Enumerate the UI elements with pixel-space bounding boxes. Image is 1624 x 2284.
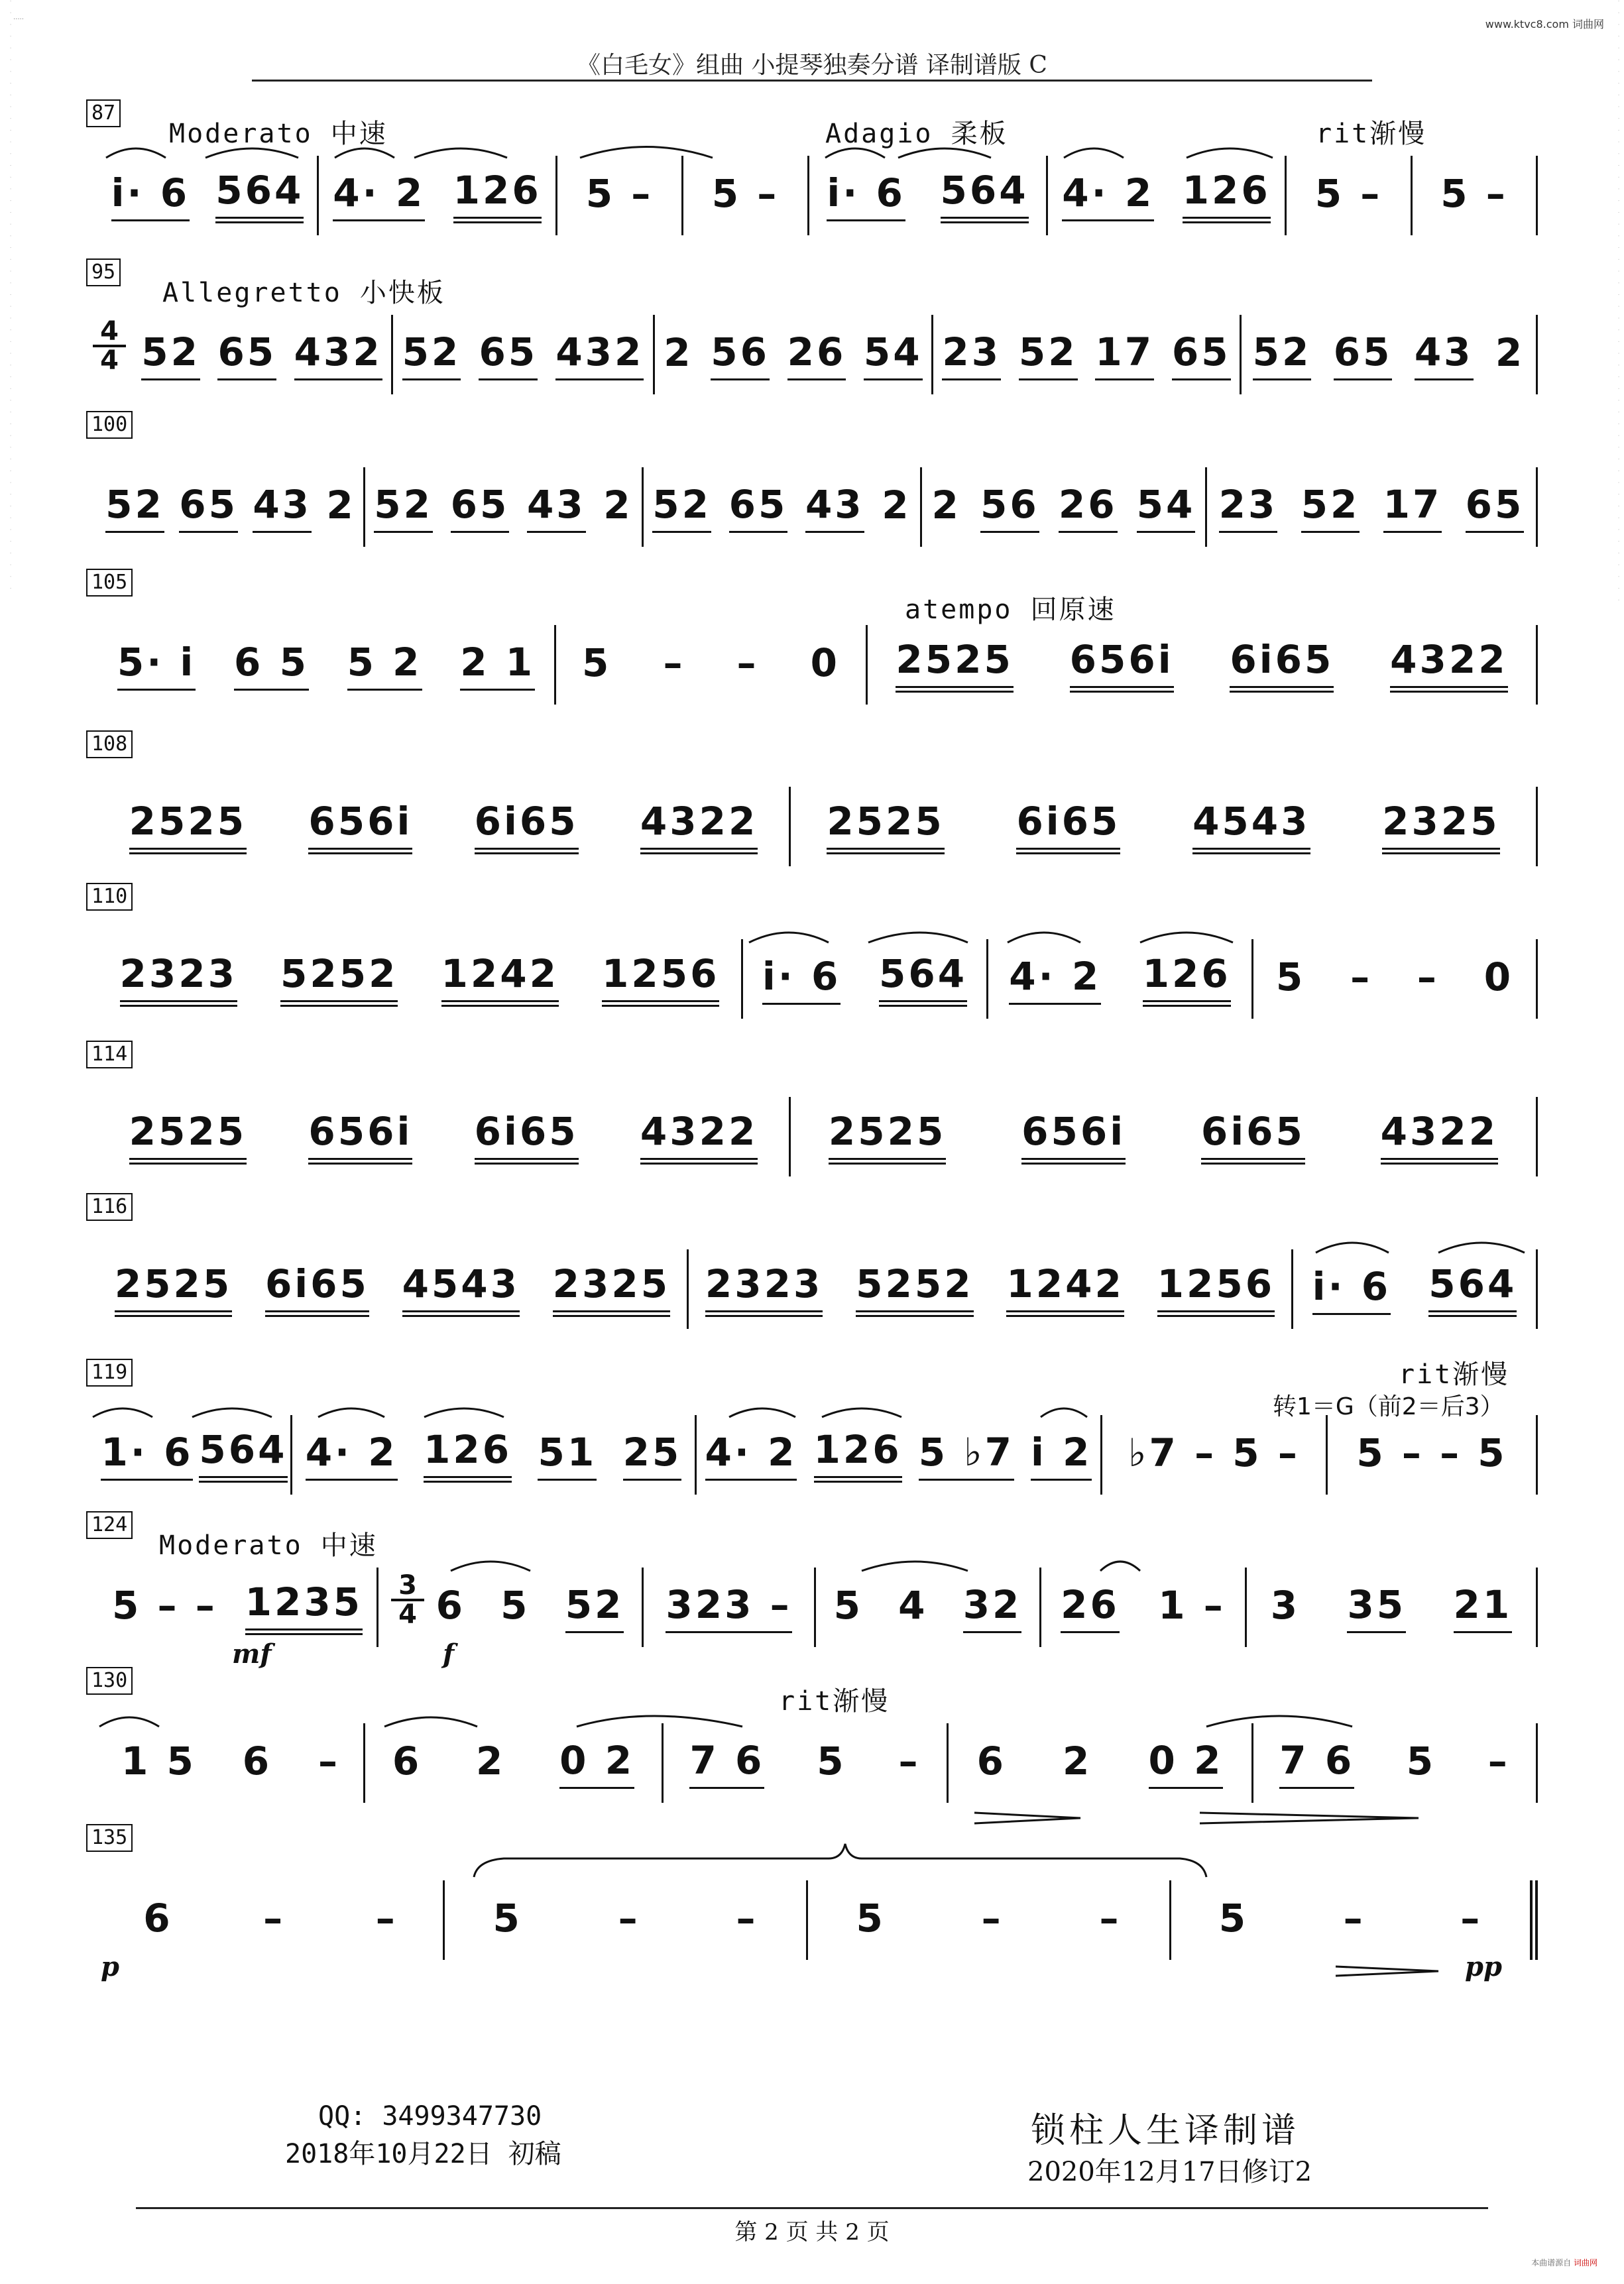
bar [866, 625, 1538, 705]
note-group: – [1487, 1739, 1510, 1784]
note-group: 6i65 [1201, 1109, 1305, 1165]
note-group: – [736, 1896, 758, 1941]
system-116 [0, 1193, 1624, 1352]
bar [1251, 1723, 1538, 1803]
note-group: – [1460, 1896, 1483, 1941]
badge-site: 词曲网 [1573, 2258, 1597, 2267]
staff [98, 1568, 1538, 1647]
bar [1039, 1568, 1245, 1647]
bar [290, 1415, 695, 1495]
dynamic-mf: mf [232, 1638, 272, 1670]
note-group: 5 [1275, 954, 1306, 999]
note-group: 1 5 [121, 1739, 196, 1784]
dynamic-p: p [101, 1951, 119, 1982]
note-group: 17 [1383, 482, 1442, 533]
note-group: 432 [294, 329, 382, 380]
note-group: 656i [308, 799, 412, 854]
measure-number: 114 [86, 1041, 133, 1068]
measure-number: 100 [86, 411, 133, 439]
note-group: 5 ♭7 [919, 1430, 1014, 1481]
bar [1251, 939, 1538, 1019]
note-group: 56 [711, 329, 770, 380]
tempo-rit: rit渐慢 [779, 1686, 890, 1717]
system-108 [0, 730, 1624, 889]
system-135 [0, 1824, 1624, 1983]
note-group: ♭7 – 5 – [1128, 1430, 1300, 1475]
bar [98, 787, 789, 866]
note-group: 432 [555, 329, 644, 380]
note-group: 4322 [1390, 637, 1507, 693]
time-signature-top: 4 [93, 318, 126, 347]
bar [687, 1249, 1291, 1329]
bar [1240, 315, 1538, 394]
note-group: 6i65 [265, 1261, 369, 1317]
note-group: – [318, 1739, 341, 1784]
note-group: – [1343, 1896, 1365, 1941]
left-watermark-strip: · · · · · · · · · · · · · · · · · · · · · · · · · · · · · · · · · · · · · · · · · · · · · · · · · · · [7, 0, 13, 593]
bar [317, 156, 555, 235]
tempo-allegretto: Allegretto 小快板 [162, 278, 445, 308]
note-group: 1242 [441, 951, 559, 1007]
note-group: 564 [941, 168, 1029, 223]
note-group: 5 – – 5 [1356, 1430, 1507, 1475]
bar [642, 467, 920, 547]
note-group: 5· i [117, 640, 196, 691]
note-group: – [1099, 1896, 1122, 1941]
bar [1169, 1880, 1538, 1960]
note-group: 65 [217, 329, 276, 380]
bar [1046, 156, 1285, 235]
note-group: 2525 [829, 1109, 946, 1165]
bar [555, 156, 681, 235]
note-group: – [663, 640, 685, 685]
note-group: 4322 [640, 1109, 758, 1165]
note-group: i· 6 [1312, 1264, 1391, 1315]
bar [642, 1568, 814, 1647]
note-group: 26 [1059, 482, 1118, 533]
bar [662, 1723, 947, 1803]
staff [98, 1880, 1538, 1960]
bar [98, 1097, 789, 1176]
bar [391, 315, 653, 394]
note-group: 4543 [1192, 799, 1310, 854]
system-119 [0, 1359, 1624, 1518]
note-group: 52 [402, 329, 461, 380]
note-group: 65 [179, 482, 238, 533]
note-group: 5 [817, 1739, 846, 1784]
note-group: 35 [1347, 1582, 1406, 1633]
note-group: 6i65 [1016, 799, 1120, 854]
note-group: 1256 [602, 951, 719, 1007]
draft-date: 2018年10月22日 初稿 [285, 2139, 561, 2169]
note-group: 32 [963, 1582, 1022, 1633]
bar [377, 1568, 642, 1647]
note-group: 43 [805, 482, 864, 533]
note-group: 52 [141, 329, 200, 380]
note-group: 6i65 [475, 799, 579, 854]
bar [695, 1415, 1100, 1495]
note-group: 2 [664, 330, 693, 375]
note-group: 126 [424, 1427, 512, 1483]
system-95 [0, 258, 1624, 418]
note-group: 5 [493, 1896, 522, 1941]
note-group: 126 [453, 168, 542, 223]
page-title: 《白毛女》组曲 小提琴独奏分谱 译制谱版 C [577, 52, 1047, 79]
measure-number: 87 [86, 99, 121, 127]
time-signature [93, 318, 126, 374]
right-watermark-strip: · · · · · · · · · · · · · · · · · · · · · · · · · · · · · · · · · · · · · · · · · · · · · · · · · · · · [1615, 0, 1621, 605]
note-group: – [375, 1896, 398, 1941]
system-124 [0, 1511, 1624, 1670]
note-group: 564 [215, 168, 304, 223]
note-group: – [1417, 954, 1439, 999]
note-group: 2 [476, 1739, 506, 1784]
note-group: 17 [1095, 329, 1154, 380]
system-87 [0, 99, 1624, 258]
note-group: 6 [143, 1896, 173, 1941]
note-group: 52 [565, 1582, 624, 1633]
system-114 [0, 1041, 1624, 1200]
note-group: 0 [810, 640, 840, 685]
note-group: 23 [1219, 482, 1278, 533]
note-group: 5 [1218, 1896, 1249, 1941]
note-group: 0 [1483, 954, 1514, 999]
measure-number: 124 [86, 1511, 133, 1539]
staff [133, 315, 1538, 394]
tempo-atempo: atempo 回原速 [905, 595, 1116, 625]
page-number: 第 2 页 共 2 页 [734, 2219, 890, 2246]
note-group: i· 6 [762, 954, 841, 1005]
note-group: 3 [1270, 1583, 1301, 1628]
bar [1326, 1415, 1538, 1495]
bar [947, 1723, 1251, 1803]
note-group: 4543 [402, 1261, 520, 1317]
note-group: 5 [833, 1583, 863, 1628]
note-group: 6 [435, 1583, 465, 1628]
note-group: 564 [199, 1427, 287, 1483]
note-group: 0 2 [559, 1738, 634, 1789]
note-group: – [898, 1739, 921, 1784]
note-group: 4 [898, 1583, 928, 1628]
time-signature-bottom: 4 [398, 1599, 417, 1630]
note-group: 52 [105, 482, 164, 533]
bar [363, 1723, 662, 1803]
note-group: 65 [1172, 329, 1231, 380]
note-group: 2525 [115, 1261, 232, 1317]
note-group: i 2 [1031, 1430, 1092, 1481]
note-group: 1256 [1157, 1261, 1275, 1317]
note-group: 126 [1143, 951, 1231, 1007]
bar [98, 939, 741, 1019]
tempo-rit: rit渐慢 [1316, 119, 1427, 149]
bar [1285, 156, 1411, 235]
note-group: 656i [1021, 1109, 1126, 1165]
arranger-signature: 锁柱人生译制谱 [1031, 2111, 1301, 2151]
note-group: – [736, 640, 759, 685]
note-group: 54 [1137, 482, 1196, 533]
staff [98, 467, 1538, 547]
note-group: 2325 [553, 1261, 670, 1317]
note-group: 1· 6 [101, 1430, 193, 1481]
bar [1245, 1568, 1538, 1647]
measure-number: 119 [86, 1359, 133, 1387]
note-group: 51 [538, 1430, 597, 1481]
note-group: 1 – [1158, 1583, 1226, 1628]
note-group: 43 [527, 482, 586, 533]
note-group: 7 6 [1279, 1738, 1354, 1789]
note-group: i· 6 [827, 170, 905, 221]
note-group: 2 [603, 483, 633, 528]
measure-number: 108 [86, 730, 133, 758]
bar [986, 939, 1251, 1019]
staff [98, 625, 1538, 705]
note-group: 2323 [120, 951, 237, 1007]
badge-text: 本曲谱源自 [1531, 2258, 1572, 2267]
note-group: 4· 2 [1062, 170, 1154, 221]
revision-date: 2020年12月17日修订2 [1027, 2157, 1312, 2187]
source-badge[interactable] [1531, 2257, 1597, 2268]
note-group: 52 [1253, 329, 1312, 380]
qq-contact: QQ: 3499347730 [318, 2101, 542, 2132]
note-group: 43 [253, 482, 312, 533]
time-signature-bottom: 4 [100, 345, 119, 376]
bar [789, 1097, 1538, 1176]
time-signature-top: 3 [391, 1572, 424, 1601]
title-rule [252, 80, 1372, 82]
note-group: – [1350, 954, 1373, 999]
staff [98, 939, 1538, 1019]
note-group: 43 [1415, 329, 1474, 380]
staff [98, 787, 1538, 866]
note-group: 65 [479, 329, 538, 380]
bar [1411, 156, 1538, 235]
dynamic-pp: pp [1465, 1951, 1502, 1982]
bar [1205, 467, 1538, 547]
note-group: 5 – – [111, 1583, 217, 1628]
note-group: 54 [864, 329, 923, 380]
note-group: – [981, 1896, 1004, 1941]
tempo-rit: rit渐慢 [1399, 1359, 1510, 1390]
note-group: 52 [1301, 482, 1360, 533]
note-group: 5 – [1440, 171, 1508, 216]
note-group: 2 1 [460, 640, 535, 691]
measure-number: 116 [86, 1193, 133, 1221]
note-group: 1242 [1006, 1261, 1124, 1317]
note-group: 6i65 [1230, 637, 1334, 693]
note-group: 65 [729, 482, 788, 533]
staff [98, 156, 1538, 235]
note-group: – [263, 1896, 286, 1941]
note-group: 23 [942, 329, 1001, 380]
note-group: 56 [980, 482, 1039, 533]
bar [98, 1568, 377, 1647]
note-group: 564 [879, 951, 967, 1007]
note-group: 1235 [245, 1579, 363, 1635]
note-group: 6 [976, 1739, 1006, 1784]
note-group: 52 [374, 482, 433, 533]
tempo-moderato: Moderato 中速 [159, 1530, 378, 1561]
staff [98, 1415, 1538, 1495]
note-group: 5 [1406, 1739, 1436, 1784]
note-group: 4· 2 [1009, 954, 1101, 1005]
bar [1291, 1249, 1538, 1329]
note-group: 4· 2 [306, 1430, 398, 1481]
bar [681, 156, 807, 235]
note-group: 5 [582, 640, 612, 685]
key-change: 转1＝G（前2＝后3） [1273, 1393, 1504, 1420]
note-group: 4· 2 [333, 170, 425, 221]
note-group: 21 [1454, 1582, 1513, 1633]
note-group: 5 [856, 1896, 886, 1941]
measure-number: 110 [86, 883, 133, 911]
note-group: 6 5 [234, 640, 309, 691]
tempo-adagio: Adagio 柔板 [825, 119, 1008, 149]
note-group: 2 [326, 483, 356, 528]
bar [98, 1249, 687, 1329]
note-group: 2525 [896, 637, 1013, 693]
bar [98, 1723, 363, 1803]
bar [789, 787, 1538, 866]
note-group: 564 [1428, 1261, 1517, 1317]
note-group: 6 [242, 1739, 272, 1784]
bar [920, 467, 1205, 547]
note-group: 2 [1495, 330, 1525, 375]
note-group: 2 [931, 483, 961, 528]
bar [98, 467, 363, 547]
site-url[interactable]: www.ktvc8.com 词曲网 [1485, 18, 1604, 30]
note-group: 126 [814, 1427, 902, 1483]
note-group: 2 [1063, 1739, 1092, 1784]
note-group: 4· 2 [705, 1430, 797, 1481]
note-group: 5 [500, 1583, 530, 1628]
bar [443, 1880, 806, 1960]
bar [807, 156, 1046, 235]
note-group: 25 [623, 1430, 682, 1481]
measure-number: 95 [86, 258, 121, 286]
note-group: 26 [1061, 1582, 1120, 1633]
note-group: 656i [308, 1109, 412, 1165]
staff [98, 1249, 1538, 1329]
system-100 [0, 411, 1624, 570]
dynamic-f: f [443, 1638, 455, 1670]
note-group: 2323 [705, 1261, 823, 1317]
bar [98, 1415, 290, 1495]
footer-rule [136, 2207, 1488, 2209]
bar [1100, 1415, 1326, 1495]
corner-mark: ····· [13, 16, 24, 23]
note-group: 5 – [585, 171, 654, 216]
note-group: 4322 [1381, 1109, 1498, 1165]
measure-number: 135 [86, 1824, 133, 1852]
note-group: 2 [882, 483, 911, 528]
note-group: 323 – [666, 1582, 791, 1633]
note-group: 6i65 [475, 1109, 579, 1165]
note-group: 2525 [129, 799, 247, 854]
note-group: 52 [652, 482, 711, 533]
note-group: 5 2 [347, 640, 422, 691]
bar [98, 625, 554, 705]
system-110 [0, 883, 1624, 1042]
note-group: 4322 [640, 799, 758, 854]
bar [133, 315, 391, 394]
measure-number: 130 [86, 1667, 133, 1695]
measure-number: 105 [86, 569, 133, 597]
bar [363, 467, 642, 547]
note-group: 5252 [280, 951, 398, 1007]
note-group: 5 – [1314, 171, 1383, 216]
bar [554, 625, 866, 705]
system-105 [0, 569, 1624, 728]
bar [653, 315, 931, 394]
note-group: 65 [1466, 482, 1525, 533]
note-group: 26 [787, 329, 846, 380]
note-group: 656i [1070, 637, 1174, 693]
bar [98, 1880, 443, 1960]
system-130 [0, 1667, 1624, 1826]
note-group: 65 [451, 482, 510, 533]
note-group: 65 [1334, 329, 1393, 380]
bar [814, 1568, 1039, 1647]
bar [931, 315, 1240, 394]
bar [741, 939, 986, 1019]
note-group: 2525 [827, 799, 944, 854]
note-group: – [618, 1896, 640, 1941]
tempo-moderato: Moderato 中速 [169, 119, 388, 149]
bar [806, 1880, 1169, 1960]
note-group: 2525 [129, 1109, 247, 1165]
note-group: 5 – [711, 171, 780, 216]
staff [98, 1723, 1538, 1803]
note-group: 7 6 [689, 1738, 764, 1789]
note-group: i· 6 [111, 170, 190, 221]
note-group: 126 [1183, 168, 1271, 223]
note-group: 6 [392, 1739, 422, 1784]
staff [98, 1097, 1538, 1176]
note-group: 0 2 [1149, 1738, 1224, 1789]
note-group: 2325 [1382, 799, 1499, 854]
bar [98, 156, 317, 235]
note-group: 52 [1019, 329, 1078, 380]
note-group: 5252 [856, 1261, 973, 1317]
